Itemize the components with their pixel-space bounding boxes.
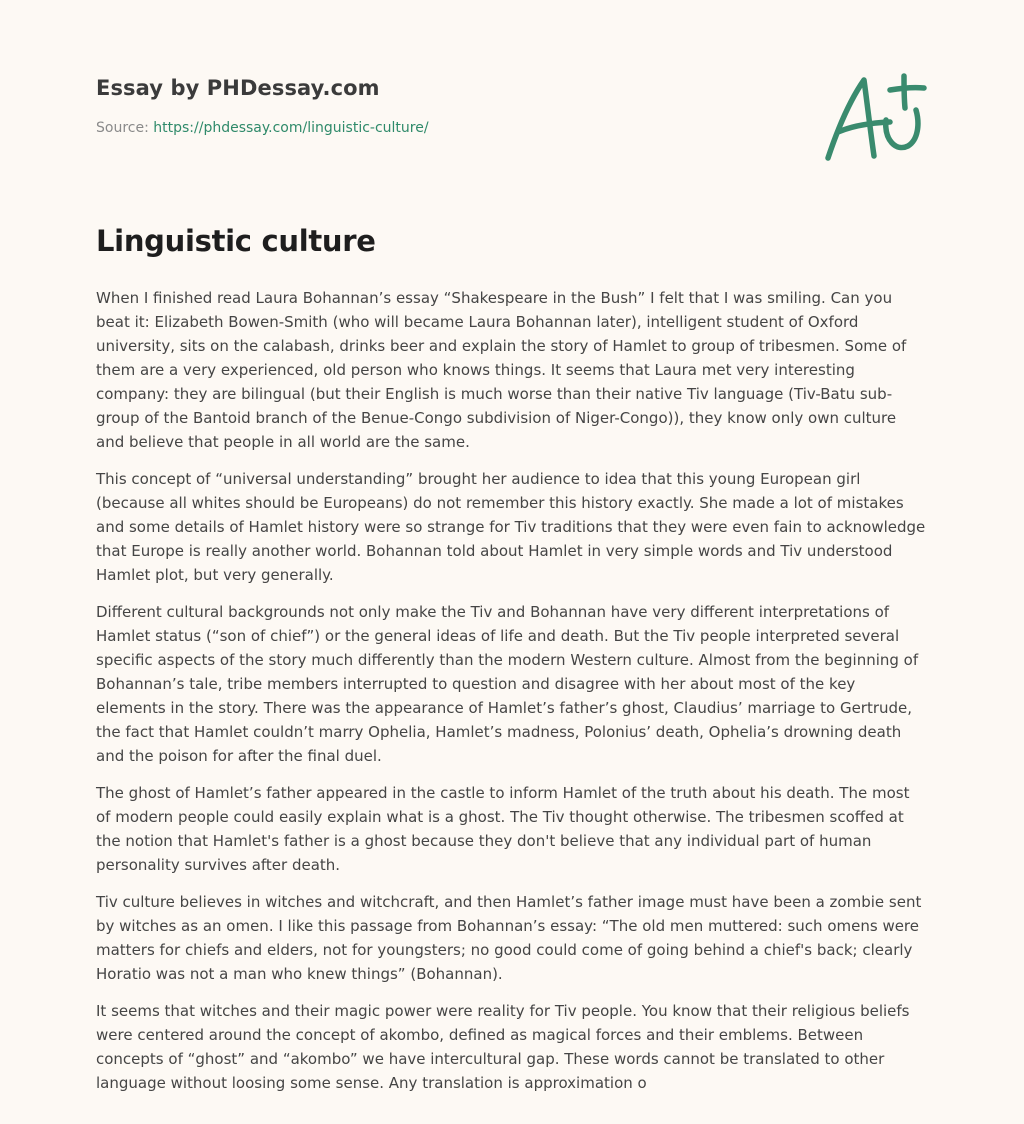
article-body (96, 286, 928, 1108)
article-paragraph: It seems that witches and their magic power were reality for Tiv people. You know that their religious beliefs were centered around the concept of akombo, defined as magical forces and their emblems. Between concepts of “ghost” and “akombo” we have intercultural gap. These words cannot be translated to other language without loosing some sense. Any translation is approximation o (96, 1002, 910, 1092)
article-paragraph: The ghost of Hamlet’s father appeared in the castle to inform Hamlet of the truth about his death. The most of modern people could easily explain what is a ghost. The Tiv thought otherwise. The tribesmen scoffed at the notion that Hamlet's father is a ghost because they don't believe that any individual part of human personality survives after death. (96, 784, 910, 874)
source-line (96, 120, 926, 136)
page-header (96, 76, 926, 136)
source-label: Source: (96, 120, 154, 136)
article-paragraph: Tiv culture believes in witches and witchcraft, and then Hamlet’s father image must have been a zombie sent by witches as an omen. I like this passage from Bohannan’s essay: “The old men muttered: such omens were matters for chiefs and elders, not for youngsters; no good could come of going behind a chief's back; clearly Horatio was not a man who knew things” (Bohannan). (96, 893, 922, 983)
source-link[interactable]: https://phdessay.com/linguistic-culture/ (153, 120, 429, 136)
article-title: Linguistic culture (96, 224, 376, 258)
article-paragraph: When I finished read Laura Bohannan’s essay “Shakespeare in the Bush” I felt that I was smiling. Can you beat it: Elizabeth Bowen-Smith (who will became Laura Bohannan later), intelligent student of Oxford university, sits on the calabash, drinks beer and explain the story of Hamlet to group of tribesmen. Some of them are a very experienced, old person who knows things. It seems that Laura met very interesting company: they are bilingual (but their English is much worse than their native Tiv language (Tiv-Batu sub-group of the Bantoid branch of the Benue-Congo subdivision of Niger-Congo)), they know only own culture and believe that people in all world are the same. (96, 289, 907, 451)
site-brand: Essay by PHDessay.com (96, 76, 380, 100)
article-paragraph: Different cultural backgrounds not only make the Tiv and Bohannan have very different interpretations of Hamlet status (“son of chief”) or the general ideas of life and death. But the Tiv people interpreted several specific aspects of the story much differently than the modern Western culture. Almost from the beginning of Bohannan’s tale, tribe members interrupted to question and disagree with her about most of the key elements in the story. There was the appearance of Hamlet’s father’s ghost, Claudius’ marriage to Gertrude, the fact that Hamlet couldn’t marry Ophelia, Hamlet’s madness, Polonius’ death, Ophelia’s drowning death and the poison for after the final duel. (96, 603, 919, 765)
a-plus-handwritten-icon (820, 66, 930, 166)
article-paragraph: This concept of “universal understanding” brought her audience to idea that this young European girl (because all whites should be Europeans) do not remember this history exactly. She made a lot of mistakes and some details of Hamlet history were so strange for Tiv traditions that they were even fain to acknowledge that Europe is really another world. Bohannan told about Hamlet in very simple words and Tiv understood Hamlet plot, but very generally. (96, 470, 926, 584)
